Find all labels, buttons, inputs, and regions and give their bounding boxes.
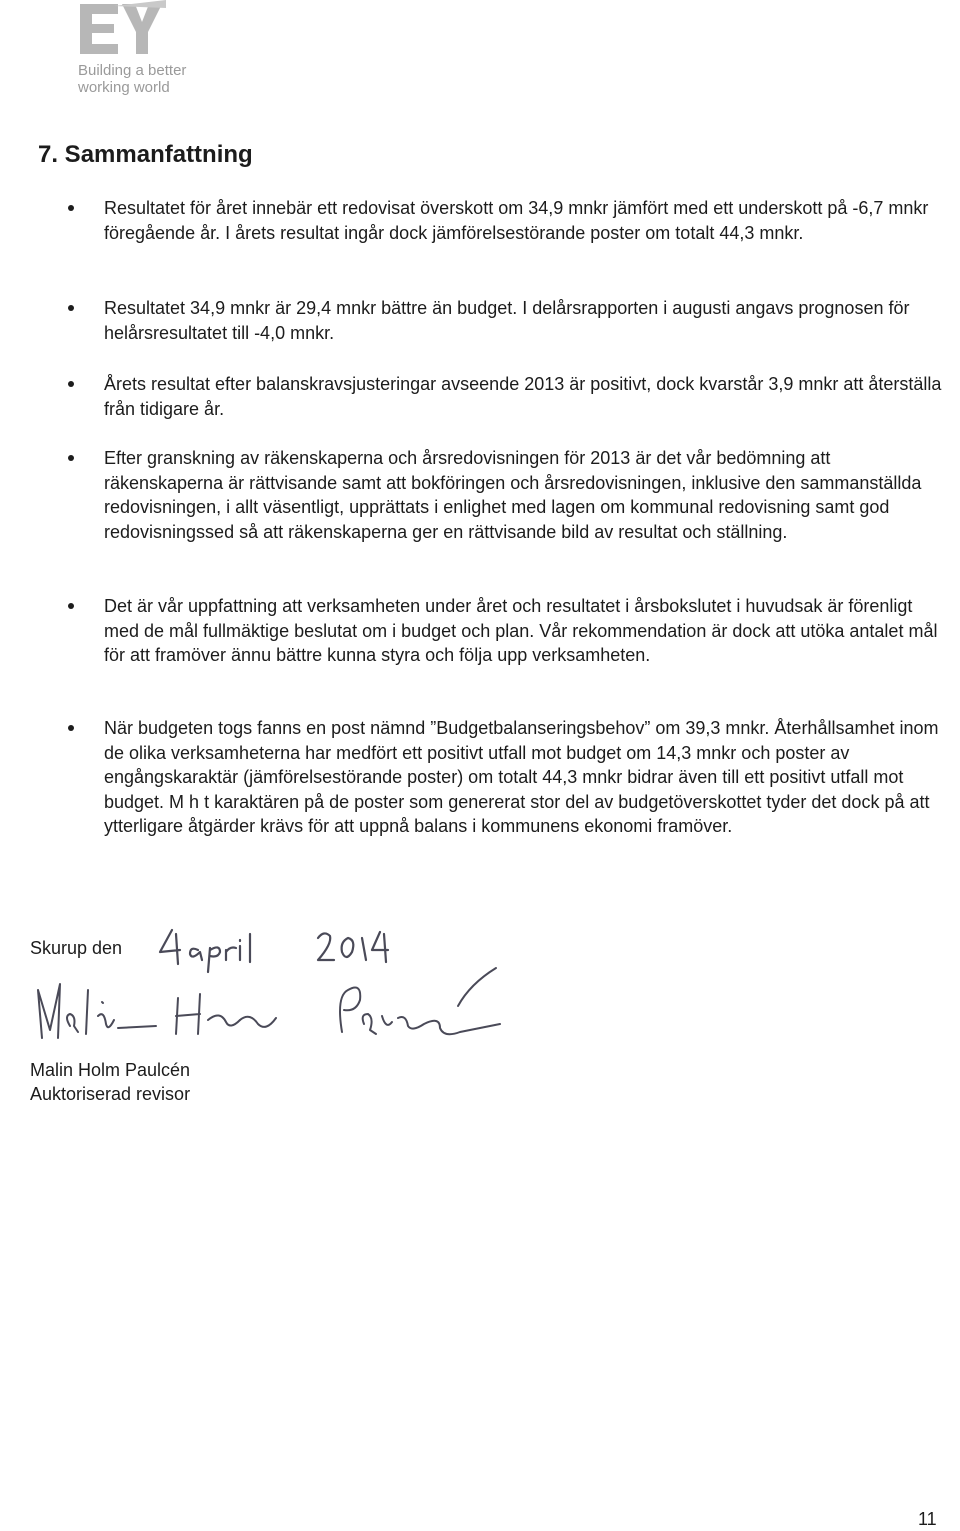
bullet-icon [68,455,74,461]
list-item [62,446,942,544]
ey-logo-icon [78,0,168,56]
page-number: 11 [918,1509,937,1529]
section-heading: 7. Sammanfattning [38,141,253,168]
bullet-icon [68,205,74,211]
handwritten-signature-icon [30,920,550,1060]
list-item-text: När budgeten togs fanns en post nämnd ”Budgetbalanseringsbehov” om 39,3 mnkr. Återhållsamhet inom de olika verksamheterna har medfört ett positivt utfall mot budget om 14,3 mnkr och poster av engångskaraktär (jämförelsestörande poster) om totalt 44,3 mnkr bidrar även till ett positivt utfall mot budget. M h t karaktären på de poster som genererat stor del av budgetöverskottet tyder det dock på att ytterligare åtgärder krävs för att uppnå balans i kommunens ekonomi framöver. [104,718,939,837]
list-item-text: Årets resultat efter balanskravsjusteringar avseende 2013 är positivt, dock kvarstår 3,9 mnkr att återställa från tidigare år. [104,374,942,419]
signing-place: Skurup den [30,938,123,958]
list-item-text: Det är vår uppfattning att verksamheten under året och resultatet i årsbokslutet i huvudsak är förenligt med de mål fullmäktige beslutat om i budget och plan. Vår rekommendation är dock att utöka antalet mål för att framöver ännu bättre kunna styra och följa upp verksamheten. [104,596,938,666]
bullet-icon [68,725,74,731]
ey-logo [78,0,218,100]
logo-tagline: Building a better working world [78,62,187,96]
list-item [62,372,942,421]
bullet-icon [68,603,74,609]
signer-title: Auktoriserad revisor [30,1084,191,1104]
signer-name: Malin Holm Paulcén [30,1060,191,1080]
list-item-text: Resultatet för året innebär ett redovisat överskott om 34,9 mnkr jämfört med ett underskott på -6,7 mnkr föregående år. I årets resultat ingår dock jämförelsestörande poster om totalt 44,3 mnkr. [104,198,929,243]
list-item [62,716,942,839]
list-item [62,196,942,245]
signature-block [30,920,550,1120]
list-item [62,594,942,668]
list-item-text: Efter granskning av räkenskaperna och årsredovisningen för 2013 är det vår bedömning att räkenskaperna är rättvisande samt att bokföringen och årsredovisningen, inklusive den sammanställda redovisningen, i allt väsentligt, upprättats i enlighet med lagen om kommunal redovisning samt god redovisningssed så att räkenskaperna ger en rättvisande bild av resultat och ställning. [104,448,922,542]
list-item [62,296,942,345]
bullet-icon [68,381,74,387]
list-item-text: Resultatet 34,9 mnkr är 29,4 mnkr bättre än budget. I delårsrapporten i augusti angavs prognosen för helårsresultatet till -4,0 mnkr. [104,298,910,343]
bullet-icon [68,305,74,311]
